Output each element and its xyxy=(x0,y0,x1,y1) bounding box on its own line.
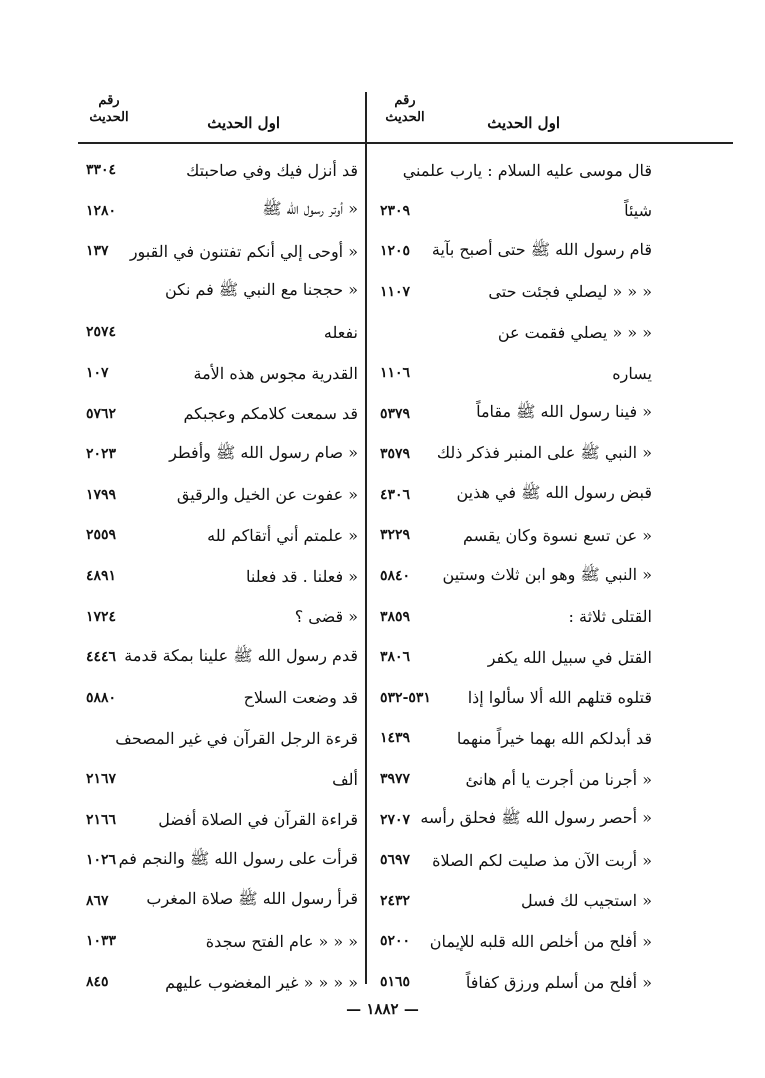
left-first-header: اول الحديث xyxy=(207,114,280,132)
hadith-opening: « أفلح من أخلص الله قلبه للإيمان xyxy=(429,931,652,951)
entry-row xyxy=(86,272,358,312)
entry-row xyxy=(86,312,358,352)
hadith-number: ٣٨٠٦ xyxy=(380,649,411,666)
hadith-opening: « علمتم أني أتقاكم لله xyxy=(207,525,358,545)
hadith-opening: « أفلح من أسلم ورزق كفافاً xyxy=(465,972,652,992)
hadith-opening: قرءة الرجل القرآن في غير المصحف xyxy=(115,728,358,748)
hadith-number: ٢٤٣٢ xyxy=(380,892,411,909)
entry-row xyxy=(380,515,652,555)
header-rule xyxy=(78,142,733,144)
hadith-number: ٥١٦٥ xyxy=(380,974,411,990)
hadith-opening: « أربت الآن مذ صليت لكم الصلاة xyxy=(432,850,652,870)
hadith-number: ٢١٦٧ xyxy=(86,771,117,787)
entry-row xyxy=(380,150,652,190)
hadith-number: ٢٧٠٧ xyxy=(380,811,411,828)
entry-row xyxy=(86,881,358,921)
hadith-opening: « صام رسول الله ﷺ وأفطر xyxy=(169,442,358,462)
entry-row xyxy=(86,394,358,434)
entry-row xyxy=(86,840,358,880)
hadith-opening: قرأت على رسول الله ﷺ والنجم فم xyxy=(118,848,358,868)
hadith-opening: « فينا رسول الله ﷺ مقاماً xyxy=(476,402,652,422)
number-label-line1: رقم xyxy=(394,93,416,108)
hadith-opening: القتلى ثلاثة : xyxy=(568,607,652,627)
entry-row xyxy=(380,597,652,637)
hadith-number: ١٧٢٤ xyxy=(86,608,117,625)
entry-row xyxy=(86,921,358,961)
hadith-opening: نفعله xyxy=(323,322,358,342)
hadith-opening: « عفوت عن الخيل والرقيق xyxy=(176,485,358,505)
hadith-opening: قدم رسول الله ﷺ علينا بمكة قدمة xyxy=(124,645,358,665)
entry-row xyxy=(86,150,358,190)
hadith-number: ٣٩٧٧ xyxy=(380,771,411,787)
hadith-number: ١٠٢٦ xyxy=(86,852,117,869)
entry-row xyxy=(380,272,652,312)
left-column-header xyxy=(80,92,360,142)
hadith-opening: « قضى ؟ xyxy=(294,607,358,627)
hadith-number: ١٠٧ xyxy=(86,365,109,381)
entry-row xyxy=(86,962,358,1002)
entry-row xyxy=(380,394,652,434)
hadith-number: ٨٤٥ xyxy=(86,974,109,990)
hadith-number: ٨٦٧ xyxy=(86,892,109,909)
hadith-opening: قد وضعت السلاح xyxy=(243,688,358,708)
entry-row xyxy=(380,231,652,271)
hadith-number: ٤٣٠٦ xyxy=(380,486,411,503)
column-divider xyxy=(365,92,367,984)
hadith-opening: قال موسى عليه السلام : يارب علمني xyxy=(402,160,652,180)
hadith-opening: « أوتر رسول الله ﷺ xyxy=(262,199,358,219)
entry-row xyxy=(86,718,358,758)
entry-row xyxy=(380,475,652,515)
right-column-header xyxy=(372,92,730,142)
right-number-header xyxy=(376,92,434,126)
hadith-number: ٤٤٤٦ xyxy=(86,649,117,666)
hadith-opening: « عن تسع نسوة وكان يقسم xyxy=(463,525,652,545)
entry-row xyxy=(86,556,358,596)
hadith-opening: « « « يصلي فقمت عن xyxy=(497,322,652,342)
hadith-number: ٥٢٠٠ xyxy=(380,933,411,950)
entry-row xyxy=(86,800,358,840)
hadith-number: ٢١٦٦ xyxy=(86,811,117,828)
hadith-number: ٣٣٠٤ xyxy=(86,162,117,178)
entry-row xyxy=(380,921,652,961)
hadith-number: ٣٢٢٩ xyxy=(380,527,411,544)
hadith-opening: القدرية مجوس هذه الأمة xyxy=(193,363,358,383)
page-number: — ١٨٨٢ — xyxy=(346,1000,419,1018)
hadith-number: ٣٥٧٩ xyxy=(380,446,411,463)
entry-row xyxy=(380,962,652,1002)
hadith-opening: « « « ليصلي فجئت حتى xyxy=(488,282,652,302)
entry-row xyxy=(86,475,358,515)
entry-row xyxy=(380,800,652,840)
entry-row xyxy=(86,191,358,231)
entry-row xyxy=(86,597,358,637)
hadith-opening: « أجرنا من أجرت يا أم هانئ xyxy=(465,769,652,789)
hadith-opening: قد أبدلكم الله بهما خيراً منهما xyxy=(456,728,652,748)
hadith-number: ٥٣٧٩ xyxy=(380,405,411,422)
hadith-number: ٥٣١-٥٣٢ xyxy=(380,689,431,706)
hadith-number: ١٢٨٠ xyxy=(86,202,117,219)
entry-row xyxy=(380,353,652,393)
hadith-number: ٥٦٩٧ xyxy=(380,852,411,869)
hadith-opening: قام رسول الله ﷺ حتى أصبح بآية xyxy=(431,239,652,259)
hadith-opening: قتلوه قتلهم الله ألا سألوا إذا xyxy=(467,688,652,708)
hadith-opening: يساره xyxy=(612,363,652,383)
hadith-number: ١٢٠٥ xyxy=(380,243,411,260)
entry-row xyxy=(380,881,652,921)
entry-row xyxy=(380,556,652,596)
hadith-number: ١٣٧ xyxy=(86,243,109,260)
entry-row xyxy=(380,191,652,231)
hadith-opening: « أوحى إلي أنكم تفتنون في القبور xyxy=(129,241,358,261)
hadith-opening: ألف xyxy=(332,769,358,789)
hadith-number: ٢٥٥٩ xyxy=(86,527,117,544)
hadith-opening: « « « عام الفتح سجدة xyxy=(205,931,358,951)
hadith-number: ٢٣٠٩ xyxy=(380,202,411,219)
hadith-opening: قد أنزل فيك وفي صاحبتك xyxy=(186,160,358,180)
hadith-number: ١١٠٦ xyxy=(380,365,411,381)
hadith-opening: « فعلنا . قد فعلنا xyxy=(246,566,358,586)
hadith-opening: قد سمعت كلامكم وعجبكم xyxy=(183,404,358,424)
hadith-opening: « حججنا مع النبي ﷺ فم نكن xyxy=(164,280,358,300)
entry-row xyxy=(86,515,358,555)
hadith-opening: شيئاً xyxy=(624,201,652,221)
hadith-opening: القتل في سبيل الله يكفر xyxy=(487,647,652,667)
hadith-number: ١٧٩٩ xyxy=(86,486,117,503)
entry-row xyxy=(380,312,652,352)
hadith-opening: « أحصر رسول الله ﷺ فحلق رأسه xyxy=(420,808,652,828)
hadith-opening: « النبي ﷺ على المنبر فذكر ذلك xyxy=(436,442,652,462)
hadith-number: ٥٨٤٠ xyxy=(380,568,411,584)
hadith-opening: « استجيب لك فسل xyxy=(521,891,652,911)
hadith-number: ٥٧٦٢ xyxy=(86,405,117,422)
hadith-opening: « « « « غير المغضوب عليهم xyxy=(165,972,358,992)
entry-row xyxy=(380,434,652,474)
entry-row xyxy=(380,678,652,718)
entry-row xyxy=(380,718,652,758)
entry-row xyxy=(380,759,652,799)
hadith-number: ٢٥٧٤ xyxy=(86,324,117,341)
hadith-opening: قبض رسول الله ﷺ في هذين xyxy=(456,483,652,503)
hadith-number: ١٠٣٣ xyxy=(86,933,117,950)
entry-row xyxy=(86,637,358,677)
hadith-opening: قراءة القرآن في الصلاة أفضل xyxy=(158,810,358,830)
hadith-number: ٥٨٨٠ xyxy=(86,689,117,706)
hadith-opening: « النبي ﷺ وهو ابن ثلاث وستين xyxy=(442,564,652,584)
hadith-number: ١١٠٧ xyxy=(380,283,411,300)
hadith-number: ٢٠٢٣ xyxy=(86,446,117,463)
hadith-opening: قرأ رسول الله ﷺ صلاة المغرب xyxy=(146,889,358,909)
hadith-number: ٣٨٥٩ xyxy=(380,608,411,625)
hadith-number: ٤٨٩١ xyxy=(86,568,117,584)
entry-row xyxy=(86,434,358,474)
number-label-line1: رقم xyxy=(98,93,120,108)
number-label-line2: الحديث xyxy=(385,110,425,125)
entry-row xyxy=(86,353,358,393)
hadith-number: ١٤٣٩ xyxy=(380,730,411,747)
right-first-header: اول الحديث xyxy=(487,114,560,132)
number-label-line2: الحديث xyxy=(89,110,129,125)
entry-row xyxy=(86,231,358,271)
entry-row xyxy=(380,840,652,880)
entry-row xyxy=(86,759,358,799)
left-number-header xyxy=(80,92,138,126)
entry-row xyxy=(380,637,652,677)
entry-row xyxy=(86,678,358,718)
